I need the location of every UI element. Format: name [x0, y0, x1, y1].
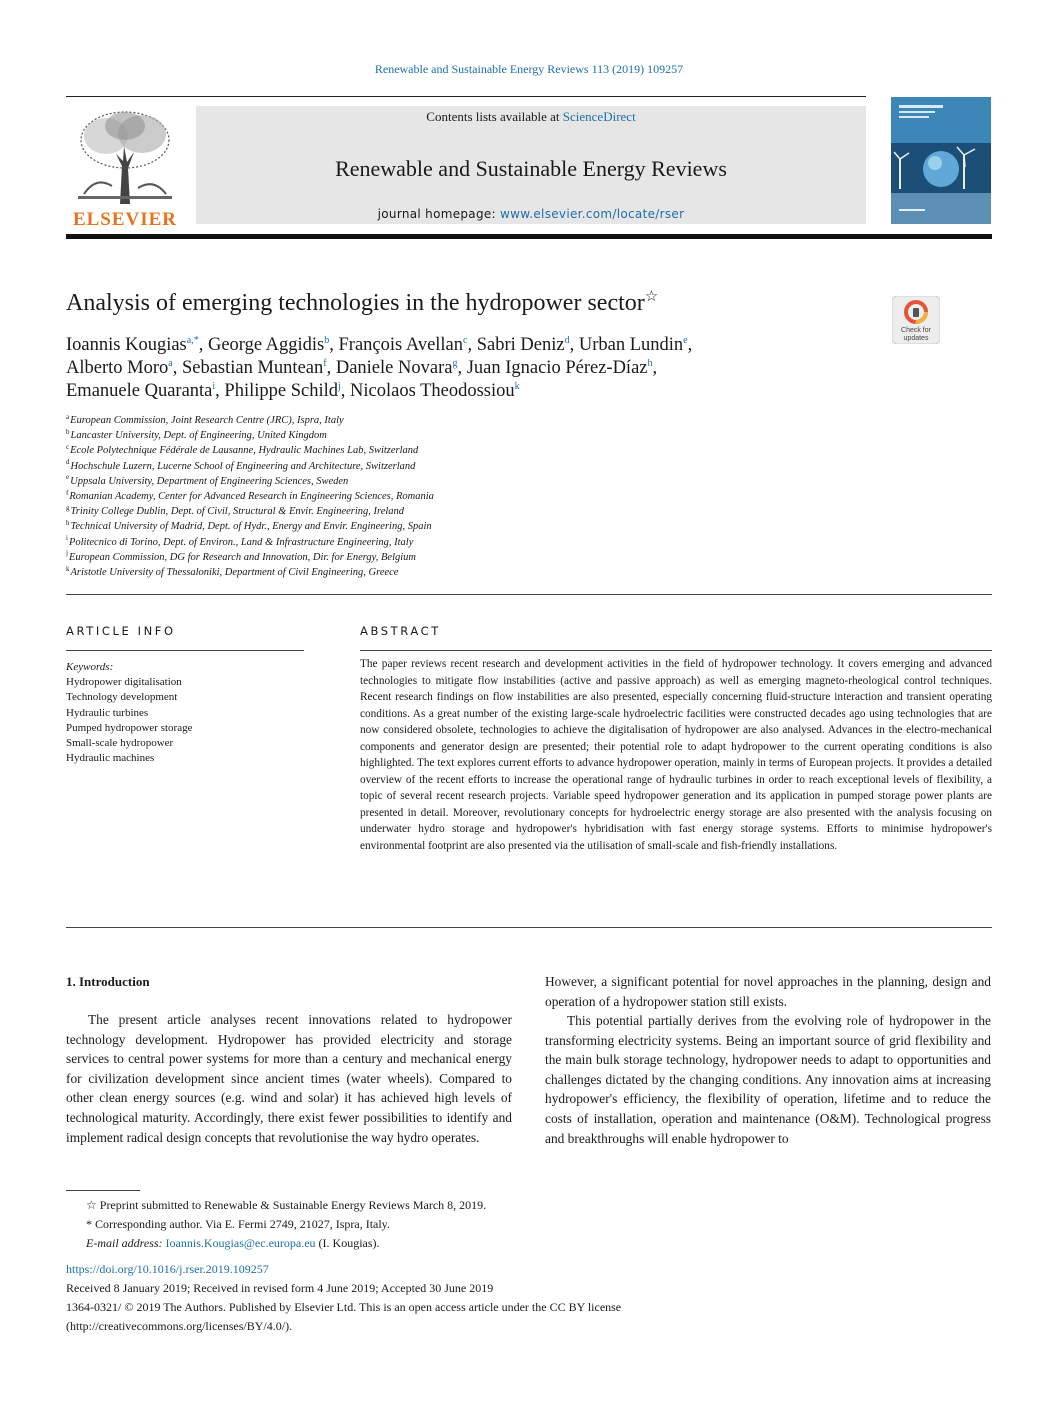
- check-for-updates-button[interactable]: [892, 296, 940, 344]
- title-footnote-mark[interactable]: ☆: [644, 289, 659, 305]
- affiliation-item: $^a$European Commission, Joint Research Centre (JRC), Ispra, Italy: [66, 412, 344, 426]
- check-updates-label: Check for: [901, 327, 931, 334]
- section-divider: [66, 594, 992, 595]
- keyword-item: Hydraulic machines: [66, 752, 155, 765]
- header-divider-top: [66, 96, 866, 97]
- keywords-block: [66, 660, 304, 766]
- elsevier-wordmark: [66, 207, 184, 235]
- affiliation-list: [66, 413, 826, 580]
- journal-cover-thumbnail[interactable]: [891, 97, 991, 224]
- doi-link[interactable]: https://doi.org/10.1016/j.rser.2019.109257: [66, 1262, 269, 1276]
- affiliation-item: $^k$Aristotle University of Thessaloniki, Department of Civil Engineering, Greece: [66, 564, 399, 579]
- author-name[interactable]: Ioannis Kougias$^{a,*}$: [66, 334, 199, 355]
- journal-citation[interactable]: Renewable and Sustainable Energy Reviews 113 (2019) 109257: [374, 62, 684, 76]
- journal-title: Renewable and Sustainable Energy Reviews: [335, 156, 727, 181]
- keyword-item: Hydraulic turbines: [66, 706, 149, 719]
- email-link[interactable]: Ioannis.Kougias@ec.europa.eu: [165, 1236, 316, 1250]
- article-title-text: Analysis of emerging technologies in the hydropower sector: [66, 290, 645, 316]
- body-paragraph: This potential partially derives from the evolving role of hydropower in the transforming electricity systems. Being an important source of grid flexibility and the main bulk storage technology, hydropower needs to adapt to opportunities and challenges dictated by the changing conditions. Any innovation aims at increasing hydropower's efficiency, the flexibility of operation, lifetime and to reduce the costs of installation, operation and maintenance (O&M). Technological progress and breakthroughs will enable hydropower to: [545, 1013, 991, 1146]
- author-name[interactable]: François Avellan$^c$: [338, 334, 468, 355]
- homepage-line: [196, 207, 866, 221]
- article-title: [66, 290, 866, 317]
- author-name[interactable]: Sabri Deniz$^d$: [476, 334, 570, 355]
- author-name[interactable]: Sebastian Muntean$^f$: [181, 357, 327, 378]
- introduction-heading: 1. Introduction: [66, 974, 150, 989]
- author-list: Ioannis Kougias$^{a,*}$, George Aggidis$^b$, François Avellan$^c$, Sabri Deniz$^d$, Urban Lundin$^e$, Alberto Moro$^a$, Sebastian Muntean$^f$, Daniele Novara$^g$, Juan Ignacio Pérez-Díaz$^h$, Emanuele Quaranta$^i$, Philippe Schild$^j$, Nicolaos Theodossiou$^k$: [66, 334, 693, 401]
- homepage-prefix: journal homepage:: [377, 207, 501, 221]
- author-name[interactable]: Daniele Novara$^g$: [335, 357, 458, 378]
- author-name[interactable]: Urban Lundin$^e$: [578, 334, 688, 355]
- abstract-divider: [360, 650, 992, 651]
- contents-prefix: Contents lists available at: [426, 109, 563, 124]
- author-name[interactable]: Alberto Moro$^a$: [66, 357, 173, 378]
- cover-image-icon: [891, 97, 991, 224]
- affiliation-item: $^g$Trinity College Dublin, Dept. of Civil, Structural & Envir. Engineering, Ireland: [66, 503, 405, 518]
- journal-banner: [196, 106, 866, 224]
- keywords-label: Keywords:: [66, 661, 114, 673]
- affiliation-item: $^b$Lancaster University, Dept. of Engineering, United Kingdom: [66, 427, 327, 442]
- footnote-corresponding: * Corresponding author. Via E. Fermi 2749, 21027, Ispra, Italy.: [86, 1217, 390, 1231]
- section-divider: [66, 927, 992, 928]
- elsevier-logo-text: ELSEVIER: [72, 209, 178, 229]
- author-name[interactable]: Philippe Schild$^j$: [224, 380, 341, 401]
- article-info-divider: [66, 650, 304, 651]
- keyword-item: Hydropower digitalisation: [66, 676, 182, 689]
- body-paragraph: The present article analyses recent innovations related to hydropower technology development. Hydropower has provided electricity and storage services to central power systems for more than a century and mechanical energy for civilization development since ancient times (water wheels). Compared to other clean energy sources (e.g. wind and solar) it has achieved high levels of technological maturity. Accordingly, there exist fewer possibilities to identify and implement radical design concepts that revolutionise the way hydro operates.: [66, 1012, 512, 1145]
- keyword-item: Technology development: [66, 691, 178, 704]
- affiliation-item: $^f$Romanian Academy, Center for Advanced Research in Engineering Sciences, Romania: [66, 488, 434, 503]
- affiliation-item: $^i$Politecnico di Torino, Dept. of Environ., Land & Infrastructure Engineering, Italy: [66, 534, 414, 548]
- body-paragraph: However, a significant potential for novel approaches in the planning, design and operation of a hydropower station still exists.: [545, 974, 991, 1009]
- keyword-item: Pumped hydropower storage: [66, 721, 193, 734]
- keyword-item: Small-scale hydropower: [66, 737, 174, 750]
- sciencedirect-link[interactable]: ScienceDirect: [562, 109, 636, 124]
- homepage-link[interactable]: www.elsevier.com/locate/rser: [500, 207, 685, 221]
- affiliation-item: $^j$European Commission, DG for Research and Innovation, Dir. for Energy, Belgium: [66, 549, 417, 563]
- check-for-updates-icon: [892, 296, 940, 344]
- affiliation-item: $^d$Hochschule Luzern, Lucerne School of Engineering and Architecture, Switzerland: [66, 458, 416, 472]
- footnote-preprint: ☆ Preprint submitted to Renewable & Sustainable Energy Reviews March 8, 2019.: [86, 1198, 487, 1212]
- abstract-heading: ABSTRACT: [360, 624, 441, 638]
- affiliation-item: $^c$Ecole Polytechnique Fédérale de Lausanne, Hydraulic Machines Lab, Switzerland: [66, 442, 419, 457]
- license-url[interactable]: (http://creativecommons.org/licenses/BY/4.0/).: [66, 1319, 293, 1333]
- header-divider-bottom: [66, 234, 992, 239]
- author-name[interactable]: Emanuele Quaranta$^i$: [66, 380, 216, 401]
- footnotes: [66, 1196, 786, 1253]
- abstract-text: The paper reviews recent research and development activities in the field of hydropower technology. It covers emerging and advanced technologies to mitigate flow instabilities (active and passive approach) as well as emerging magneto-rheological control techniques. Recent research findings on flow instabilities are also presented, especially concerning fluid-structure interaction and transient operating conditions. As a great number of the existing large-scale hydroelectric facilities were constructed decades ago using technologies that are now considered obsolete, technologies to achieve the digitalisation of hydropower are also analysed. Advances in the electro-mechanical components and generator design are presented; their potential role to adapt hydropower to the current operating conditions is also highlighted. The text explores current efforts to advance hydropower operation, mainly in terms of European projects. It provides a detailed overview of the recent efforts to increase the operational range of hydraulic turbines in order to reach exceptional levels of flexibility, a topic of several recent research projects. Variable speed hydropower generation and its application in pumped storage power plants are presented in detail. Moreover, revolutionary concepts for hydroelectric energy storage are also presented with the analysis focusing on underwater hydro storage and hydropower's hybridisation with fast energy storage systems. Efforts to minimise hydropower's environmental footprint are also presented via the utilisation of small-scale and fish-friendly installations.: [360, 658, 992, 852]
- svg-text:updates: updates: [903, 335, 929, 342]
- author-name[interactable]: Nicolaos Theodossiou$^k$: [350, 380, 520, 401]
- author-name[interactable]: George Aggidis$^b$: [207, 334, 330, 355]
- author-name[interactable]: Juan Ignacio Pérez-Díaz$^h$: [466, 357, 653, 378]
- received-dates: Received 8 January 2019; Received in revised form 4 June 2019; Accepted 30 June 2019: [66, 1281, 494, 1295]
- footnote-email: E-mail address: Ioannis.Kougias@ec.europa.eu (I. Kougias).: [86, 1236, 380, 1250]
- contents-line: [196, 109, 866, 125]
- elsevier-tree-icon: [66, 106, 184, 206]
- elsevier-logo[interactable]: [66, 106, 184, 230]
- license-line: 1364-0321/ © 2019 The Authors. Published by Elsevier Ltd. This is an open access article under the CC BY license: [66, 1300, 622, 1314]
- footnote-divider: [66, 1190, 140, 1191]
- affiliation-item: $^e$Uppsala University, Department of Engineering Sciences, Sweden: [66, 473, 349, 487]
- affiliation-item: $^h$Technical University of Madrid, Dept. of Hydr., Energy and Envir. Engineering, Spain: [66, 518, 432, 533]
- publication-info: [66, 1260, 826, 1336]
- article-info-heading: ARTICLE INFO: [66, 624, 176, 638]
